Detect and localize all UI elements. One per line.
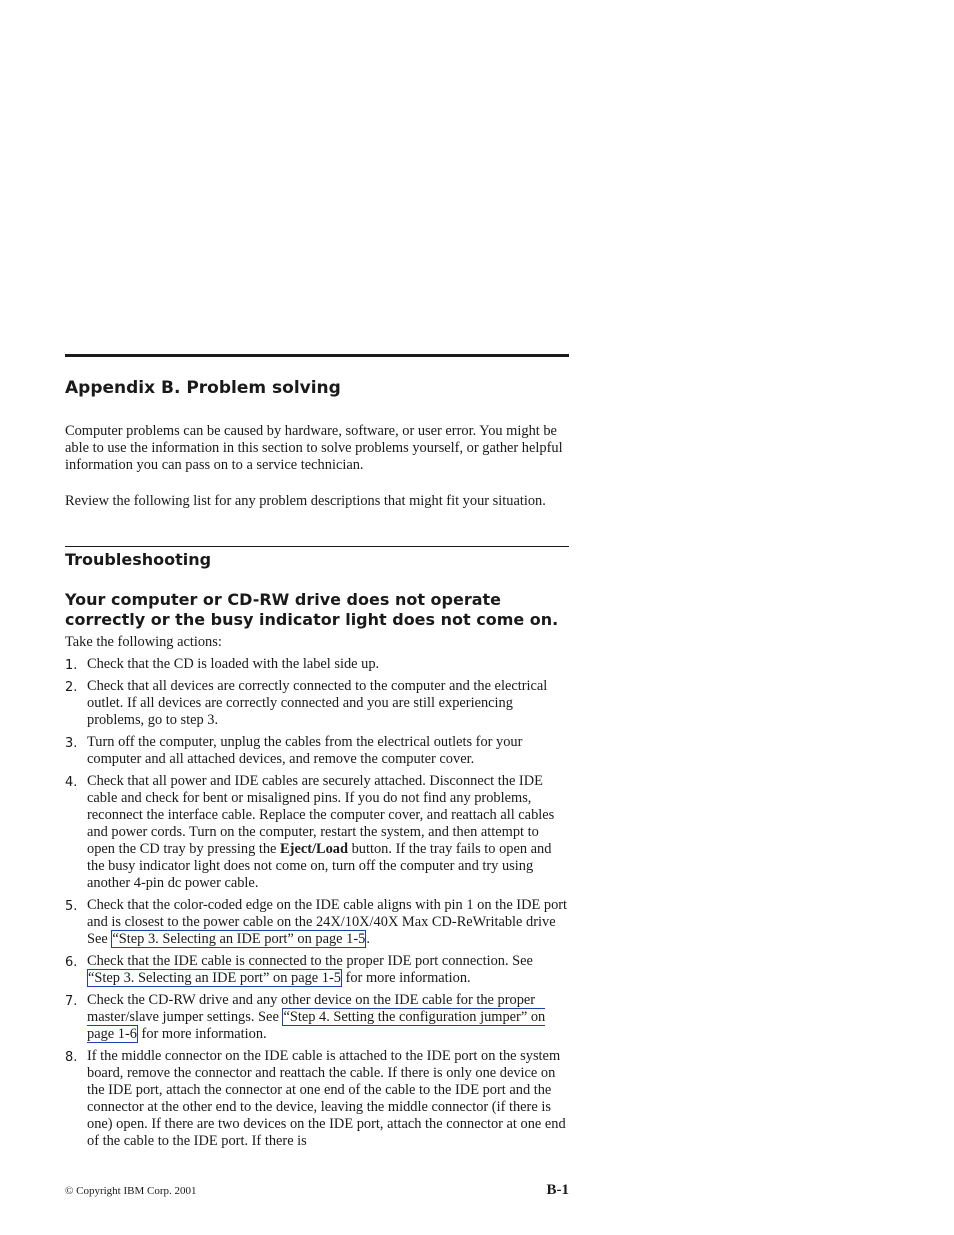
link-step-3-ide-port[interactable]: “Step 3. Selecting an IDE port” on page 1-5	[112, 931, 366, 947]
step-number: 8.	[65, 1050, 78, 1065]
steps-list	[65, 656, 569, 1155]
list-item	[65, 773, 569, 892]
review-paragraph: Review the following list for any problem descriptions that might fit your situation.	[65, 493, 546, 509]
step-text: for more information.	[137, 1026, 267, 1042]
step-number: 2.	[65, 680, 78, 695]
step-text: .	[366, 931, 370, 947]
step-text: Turn off the computer, unplug the cables from the electrical outlets for your computer and all attached devices, and remove the computer cover.	[87, 734, 523, 767]
eject-load-button-label: Eject/Load	[280, 841, 348, 857]
step-text: for more information.	[341, 970, 471, 986]
step-number: 5.	[65, 899, 78, 914]
step-text: Check that all devices are correctly connected to the computer and the electrical outlet. If all devices are correctly connected and you are still experiencing problems, go to step 3.	[87, 678, 548, 728]
section-rule	[65, 546, 569, 547]
copyright: © Copyright IBM Corp. 2001	[65, 1185, 197, 1197]
list-item	[65, 1048, 569, 1150]
appendix-title: Appendix B. Problem solving	[65, 378, 341, 398]
step-text: button. If the tray fails to open and the busy indicator light does not come on, turn off the computer and try using another 4-pin dc power cable.	[87, 841, 552, 891]
link-step-3-ide-port[interactable]: “Step 3. Selecting an IDE port” on page 1-5	[88, 970, 341, 986]
list-item	[65, 656, 569, 673]
link-step-4-configuration-jumper[interactable]: “Step 4. Setting the configuration jumper” on page 1-6	[87, 1009, 546, 1042]
step-number: 1.	[65, 658, 78, 673]
step-text: Check that the CD is loaded with the label side up.	[87, 656, 380, 672]
section-title: Troubleshooting	[65, 550, 212, 569]
step-number: 7.	[65, 994, 78, 1009]
lead-text: Take the following actions:	[65, 634, 222, 650]
list-item	[65, 992, 569, 1043]
step-number: 6.	[65, 955, 78, 970]
step-text: If the middle connector on the IDE cable is attached to the IDE port on the system board, remove the connector and reattach the cable. If there is only one device on the IDE port, attach the connector at one end of the cable to the IDE port and the connector at the other end to the device, leaving the middle connector (if there is one) open. If there are two devices on the IDE port, attach the connector at one end of the cable to the IDE port. If there is	[87, 1048, 566, 1149]
step-text: Check the CD-RW drive and any other device on the IDE cable for the proper master/slave jumper settings. See	[87, 992, 536, 1025]
chapter-rule	[65, 354, 569, 357]
problem-heading: Your computer or CD-RW drive does not operate correctly or the busy indicator light does not come on.	[65, 590, 559, 629]
step-number: 4.	[65, 775, 78, 790]
list-item	[65, 897, 569, 948]
step-text: Check that the color-coded edge on the IDE cable aligns with pin 1 on the IDE port and is closest to the power cable on the 24X/10X/40X Max CD-ReWritable drive See	[87, 897, 568, 947]
step-number: 3.	[65, 736, 78, 751]
step-text: Check that the IDE cable is connected to the proper IDE port connection. See	[87, 953, 533, 969]
list-item	[65, 953, 569, 987]
list-item	[65, 734, 569, 768]
intro-paragraph: Computer problems can be caused by hardware, software, or user error. You might be able to use the information in this section to solve problems yourself, or gather helpful information you can pass on to a service technician.	[65, 423, 563, 473]
step-text: Check that all power and IDE cables are securely attached. Disconnect the IDE cable and check for bent or misaligned pins. If you do not find any problems, reconnect the interface cable. Replace the computer cover, and reattach all cables and power cords. Turn on the computer, restart the system, and then attempt to open the CD tray by pressing the	[87, 773, 555, 857]
list-item	[65, 678, 569, 729]
page-number: B-1	[546, 1182, 569, 1198]
